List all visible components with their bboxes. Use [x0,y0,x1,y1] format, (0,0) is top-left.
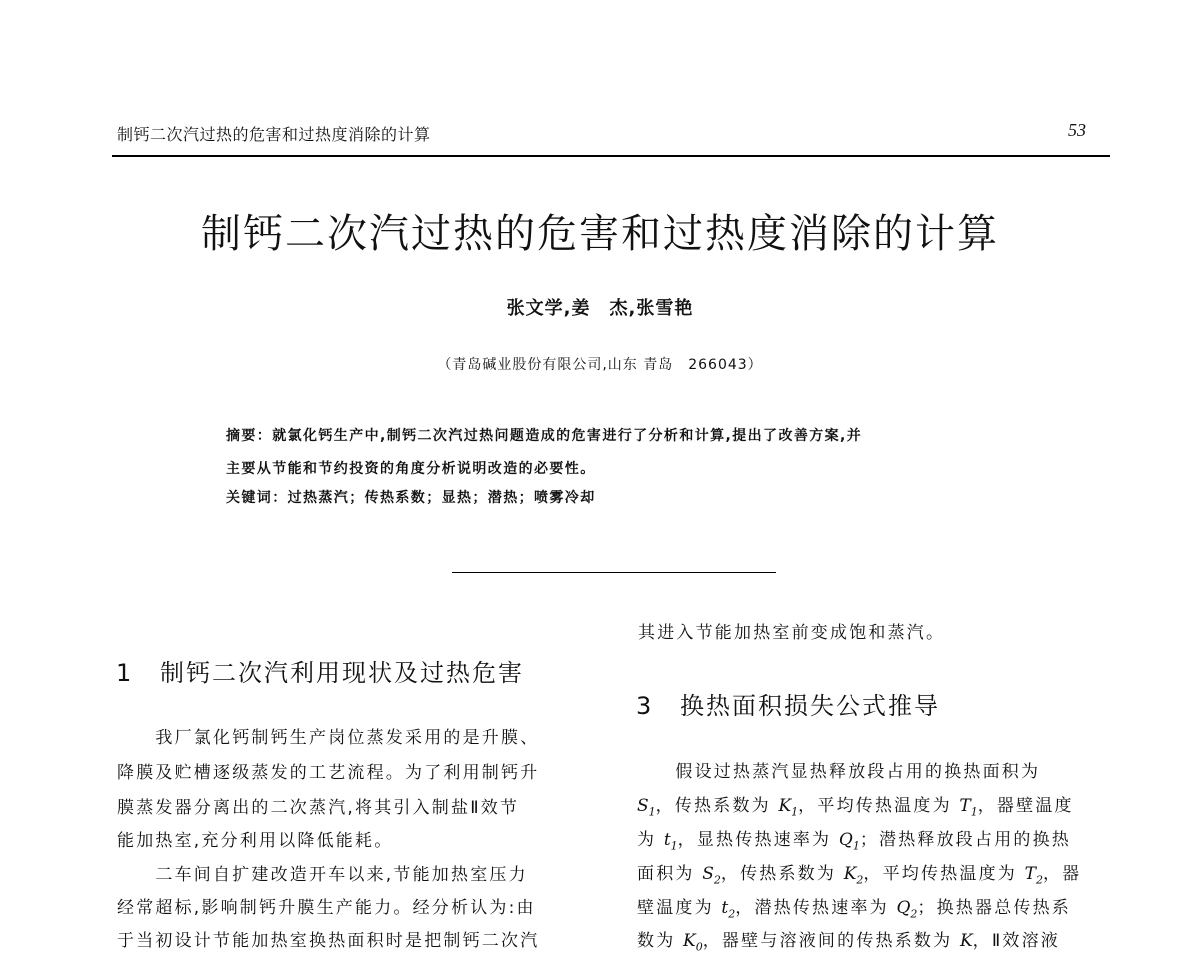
symbol-S2: $S_2$ [702,864,721,887]
abstract-text-1: 就氯化钙生产中,制钙二次汽过热问题造成的危害进行了分析和计算,提出了改善方案,并 [272,428,863,444]
left-line-1: 我厂氯化钙制钙生产岗位蒸发采用的是升膜、 [117,728,540,748]
symbol-Q2: $Q_2$ [896,898,918,921]
symbol-Q1: $Q_1$ [838,830,860,853]
right-line-3: 为 $t_1$，显热传热速率为 $Q_1$；潜热释放段占用的换热 [637,830,1072,853]
symbol-K0: $K_0$ [683,931,703,953]
section-1-heading [116,653,524,688]
header-rule [112,155,1110,157]
symbol-K1: $K_1$ [778,796,799,819]
abstract-line-2: 主要从节能和节约投资的角度分析说明改造的必要性。 [226,461,596,477]
symbol-T2: $T_2$ [1024,864,1043,887]
right-line-5: 壁温度为 $t_2$，潜热传热速率为 $Q_2$；换热器总传热系 [637,898,1072,921]
section-3-title: 换热面积损失公式推导 [680,692,940,720]
page-number: 53 [1068,120,1086,140]
left-line-3: 膜蒸发器分离出的二次蒸汽,将其引入制盐Ⅱ效节 [117,798,520,818]
left-line-2: 降膜及贮槽逐级蒸发的工艺流程。为了利用制钙升 [117,763,540,783]
left-line-6: 经常超标,影响制钙升膜生产能力。经分析认为:由 [117,898,536,918]
symbol-t2: $t_2$ [721,898,736,921]
right-line-6: 数为 $K_0$，器壁与溶液间的传热系数为 K，Ⅱ效溶液 [637,931,1061,953]
right-line-0: 其进入节能加热室前变成饱和蒸汽。 [638,623,946,643]
right-line-1: 假设过热蒸汽显热释放段占用的换热面积为 [637,762,1041,782]
section-1-title: 制钙二次汽利用现状及过热危害 [160,659,524,687]
section-3-number: 3 [636,692,654,720]
right-line-2: $S_1$，传热系数为 $K_1$，平均传热温度为 $T_1$，器壁温度 [637,796,1074,819]
symbol-t1: $t_1$ [663,830,678,853]
left-line-4: 能加热室,充分利用以降低能耗。 [117,831,394,851]
affiliation: （青岛碱业股份有限公司,山东 青岛 266043） [437,357,763,373]
symbol-S1: $S_1$ [637,796,656,819]
symbol-K2: $K_2$ [843,864,864,887]
keywords-text: 过热蒸汽；传热系数；显热；潜热；喷雾冷却 [287,490,596,506]
paper-title: 制钙二次汽过热的危害和过热度消除的计算 [201,211,999,257]
symbol-T1: $T_1$ [959,796,978,819]
left-line-5: 二车间自扩建改造开车以来,节能加热室压力 [117,865,528,885]
section-3-heading [636,686,940,721]
separator-rule [452,572,776,573]
left-line-7: 于当初设计节能加热室换热面积时是把制钙二次汽 [117,931,540,951]
right-line-4: 面积为 $S_2$，传热系数为 $K_2$，平均传热温度为 $T_2$，器 [637,864,1082,887]
symbol-K: K [959,931,973,951]
keywords-label: 关键词： [226,490,288,506]
abstract-line-1 [226,425,862,445]
abstract-label: 摘要： [226,428,273,444]
keywords-line [226,487,596,507]
section-1-number: 1 [116,659,134,687]
running-title: 制钙二次汽过热的危害和过热度消除的计算 [117,125,431,144]
authors: 张文学,姜 杰,张雪艳 [506,298,694,319]
